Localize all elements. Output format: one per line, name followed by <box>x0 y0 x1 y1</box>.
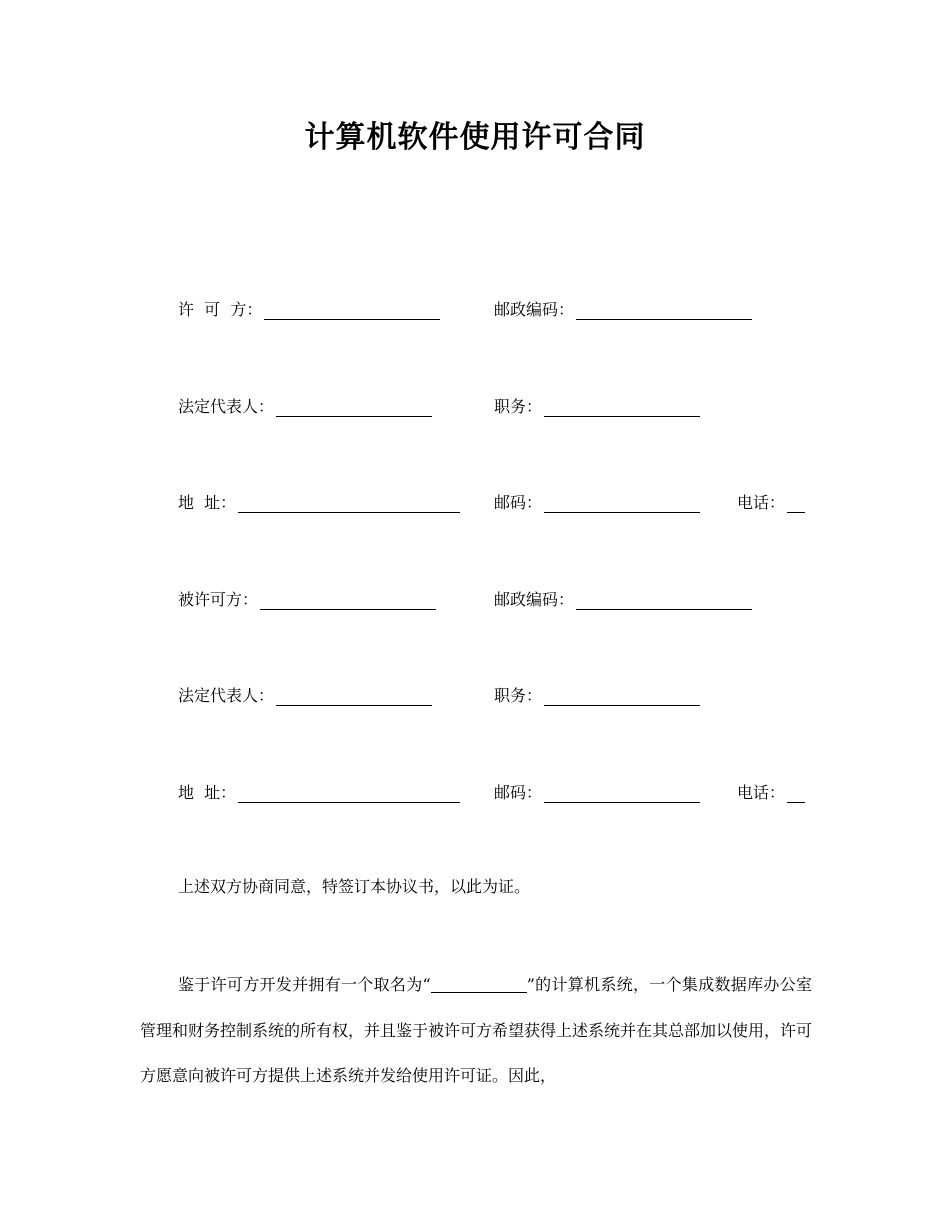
licensor-name-blank[interactable] <box>264 301 440 320</box>
licensee-post-label: 邮码： <box>494 783 543 802</box>
licensee-post-field <box>494 783 700 803</box>
recital-text-part1: 鉴于许可方开发并拥有一个取名为“ <box>178 975 431 994</box>
licensor-position-label: 职务： <box>494 397 543 416</box>
licensor-postcode-blank[interactable] <box>576 301 752 320</box>
document-title: 计算机软件使用许可合同 <box>304 120 646 155</box>
recital-text-part2: ”的计算机系统，一个集成数据库办公室管理和财务控制系统的所有权，并且鉴于被许可方希望获得上述系统并在其总部加以使用，许可方愿意向被许可方提供上述系统并发给使用许可证。因此， <box>140 975 813 1085</box>
licensee-postcode-blank[interactable] <box>576 591 752 610</box>
licensee-phone-label: 电话： <box>737 783 786 802</box>
system-name-blank[interactable] <box>431 974 527 993</box>
licensor-legal-rep-label: 法定代表人： <box>178 397 275 416</box>
licensor-postcode-label: 邮政编码： <box>494 300 575 319</box>
licensee-name-field <box>178 590 436 610</box>
licensor-phone-blank[interactable] <box>787 494 805 513</box>
licensor-legal-rep-blank[interactable] <box>276 398 432 417</box>
licensor-address-field <box>178 493 460 513</box>
licensee-legal-rep-field <box>178 686 432 706</box>
licensor-postcode-field <box>494 300 752 320</box>
licensee-position-field <box>494 686 700 706</box>
licensee-postcode-label: 邮政编码： <box>494 590 575 609</box>
licensee-address-label: 地 址： <box>178 783 237 802</box>
licensee-phone-blank[interactable] <box>787 784 805 803</box>
licensor-post-label: 邮码： <box>494 493 543 512</box>
licensor-position-field <box>494 397 700 417</box>
licensor-post-blank[interactable] <box>544 494 700 513</box>
licensee-legal-rep-blank[interactable] <box>276 687 432 706</box>
licensee-position-label: 职务： <box>494 686 543 705</box>
licensee-position-blank[interactable] <box>544 687 700 706</box>
licensor-name-label: 许 可 方： <box>178 300 263 319</box>
licensor-phone-label: 电话： <box>737 493 786 512</box>
licensor-position-blank[interactable] <box>544 398 700 417</box>
recital-paragraph <box>140 962 812 1099</box>
licensee-phone-field <box>737 783 805 803</box>
licensee-address-field <box>178 783 460 803</box>
licensee-name-blank[interactable] <box>260 591 436 610</box>
licensor-post-field <box>494 493 700 513</box>
agreement-statement: 上述双方协商同意，特签订本协议书，以此为证。 <box>178 877 531 896</box>
licensee-name-label: 被许可方： <box>178 590 259 609</box>
licensor-legal-rep-field <box>178 397 432 417</box>
licensor-phone-field <box>737 493 805 513</box>
licensor-address-blank[interactable] <box>238 494 460 513</box>
licensee-legal-rep-label: 法定代表人： <box>178 686 275 705</box>
licensee-postcode-field <box>494 590 752 610</box>
licensee-post-blank[interactable] <box>544 784 700 803</box>
licensor-name-field <box>178 300 440 320</box>
licensee-address-blank[interactable] <box>238 784 460 803</box>
licensor-address-label: 地 址： <box>178 493 237 512</box>
